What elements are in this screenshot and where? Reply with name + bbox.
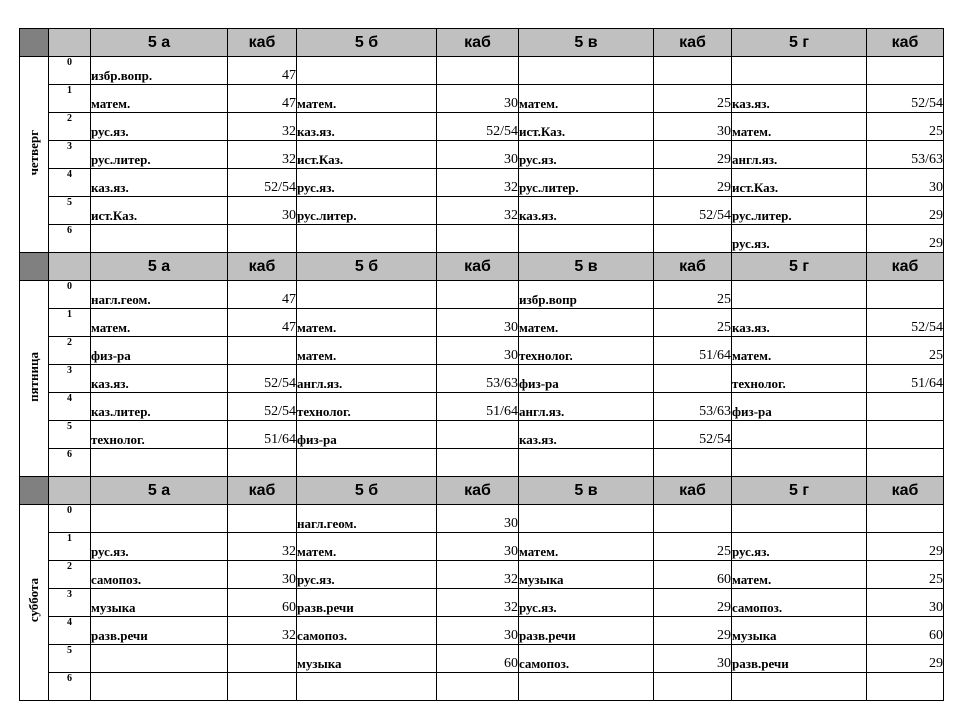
header-corner-cell: [20, 477, 49, 505]
room-header: каб: [437, 253, 519, 281]
lesson-row: [20, 421, 944, 449]
subject-cell: [519, 57, 654, 85]
subject-cell: рус.яз.: [519, 141, 654, 169]
header-row: [20, 253, 944, 281]
room-cell: [228, 645, 297, 673]
subject-cell: [732, 673, 867, 701]
room-cell: 51/64: [654, 337, 732, 365]
room-cell: 53/63: [654, 393, 732, 421]
room-cell: 25: [867, 113, 944, 141]
room-header: каб: [228, 477, 297, 505]
room-cell: 30: [437, 141, 519, 169]
subject-cell: рус.яз.: [519, 589, 654, 617]
room-cell: 51/64: [228, 421, 297, 449]
subject-cell: физ-ра: [519, 365, 654, 393]
room-cell: 29: [867, 533, 944, 561]
subject-cell: [519, 673, 654, 701]
subject-cell: самопоз.: [732, 589, 867, 617]
room-cell: 47: [228, 281, 297, 309]
lesson-row: [20, 337, 944, 365]
lesson-number: 3: [49, 141, 91, 169]
room-cell: [654, 225, 732, 253]
room-cell: 29: [654, 169, 732, 197]
room-cell: 29: [654, 589, 732, 617]
subject-cell: англ.яз.: [519, 393, 654, 421]
class-header: 5 г: [732, 477, 867, 505]
subject-cell: разв.речи: [519, 617, 654, 645]
room-cell: 29: [867, 645, 944, 673]
subject-cell: каз.яз.: [519, 197, 654, 225]
subject-cell: рус.литер.: [91, 141, 228, 169]
room-cell: [867, 449, 944, 477]
room-cell: 32: [437, 197, 519, 225]
room-cell: [867, 505, 944, 533]
room-cell: 32: [437, 169, 519, 197]
subject-cell: рус.литер.: [297, 197, 437, 225]
subject-cell: [91, 645, 228, 673]
subject-cell: ист.Каз.: [519, 113, 654, 141]
lesson-row: [20, 365, 944, 393]
room-cell: 60: [437, 645, 519, 673]
room-cell: 30: [654, 113, 732, 141]
room-cell: [867, 421, 944, 449]
room-header: каб: [654, 477, 732, 505]
subject-cell: самопоз.: [519, 645, 654, 673]
room-cell: 60: [228, 589, 297, 617]
subject-cell: каз.яз.: [91, 365, 228, 393]
day-label-cell: [20, 57, 49, 253]
subject-cell: [297, 225, 437, 253]
subject-cell: англ.яз.: [297, 365, 437, 393]
lesson-number: 5: [49, 197, 91, 225]
room-cell: 30: [437, 85, 519, 113]
class-header: 5 г: [732, 253, 867, 281]
subject-cell: матем.: [297, 533, 437, 561]
lesson-row: [20, 57, 944, 85]
lesson-row: [20, 449, 944, 477]
room-cell: 32: [437, 589, 519, 617]
room-cell: 60: [654, 561, 732, 589]
header-blank-cell: [49, 253, 91, 281]
room-cell: [228, 505, 297, 533]
lesson-row: [20, 533, 944, 561]
subject-cell: нагл.геом.: [297, 505, 437, 533]
subject-cell: [91, 505, 228, 533]
subject-cell: музыка: [519, 561, 654, 589]
room-cell: 53/63: [867, 141, 944, 169]
room-cell: 30: [867, 169, 944, 197]
lesson-number: 6: [49, 673, 91, 701]
class-header: 5 г: [732, 29, 867, 57]
room-cell: 25: [867, 337, 944, 365]
subject-cell: разв.речи: [732, 645, 867, 673]
room-cell: 32: [228, 113, 297, 141]
room-cell: 32: [228, 141, 297, 169]
lesson-row: [20, 589, 944, 617]
lesson-number: 6: [49, 225, 91, 253]
schedule-body: [20, 29, 944, 701]
subject-cell: матем.: [732, 561, 867, 589]
room-cell: [228, 337, 297, 365]
lesson-number: 0: [49, 57, 91, 85]
room-cell: [867, 673, 944, 701]
room-header: каб: [867, 477, 944, 505]
room-cell: [437, 225, 519, 253]
room-cell: 30: [228, 561, 297, 589]
subject-cell: самопоз.: [297, 617, 437, 645]
class-header: 5 а: [91, 29, 228, 57]
room-cell: 30: [437, 337, 519, 365]
subject-cell: [732, 421, 867, 449]
room-cell: 53/63: [437, 365, 519, 393]
lesson-row: [20, 85, 944, 113]
lesson-number: 6: [49, 449, 91, 477]
lesson-number: 0: [49, 505, 91, 533]
subject-cell: [297, 673, 437, 701]
header-corner-cell: [20, 253, 49, 281]
class-header: 5 б: [297, 477, 437, 505]
lesson-row: [20, 673, 944, 701]
room-header: каб: [437, 477, 519, 505]
room-cell: [867, 281, 944, 309]
lesson-row: [20, 141, 944, 169]
room-cell: 30: [437, 505, 519, 533]
room-cell: 60: [867, 617, 944, 645]
subject-cell: матем.: [297, 309, 437, 337]
room-cell: 32: [228, 533, 297, 561]
class-header: 5 а: [91, 253, 228, 281]
lesson-row: [20, 393, 944, 421]
class-header: 5 в: [519, 29, 654, 57]
subject-cell: каз.литер.: [91, 393, 228, 421]
room-cell: 51/64: [867, 365, 944, 393]
room-cell: [654, 57, 732, 85]
room-cell: 52/54: [654, 421, 732, 449]
room-cell: 52/54: [867, 85, 944, 113]
lesson-row: [20, 113, 944, 141]
subject-cell: матем.: [519, 533, 654, 561]
room-header: каб: [867, 29, 944, 57]
header-row: [20, 29, 944, 57]
room-cell: 32: [228, 617, 297, 645]
room-header: каб: [228, 29, 297, 57]
room-cell: [654, 505, 732, 533]
lesson-row: [20, 645, 944, 673]
room-header: каб: [867, 253, 944, 281]
lesson-row: [20, 197, 944, 225]
room-cell: 52/54: [437, 113, 519, 141]
lesson-number: 2: [49, 337, 91, 365]
header-corner-cell: [20, 29, 49, 57]
room-cell: 30: [437, 617, 519, 645]
room-cell: 52/54: [228, 365, 297, 393]
class-header: 5 в: [519, 253, 654, 281]
subject-cell: [297, 281, 437, 309]
lesson-row: [20, 225, 944, 253]
subject-cell: матем.: [297, 337, 437, 365]
room-cell: [228, 673, 297, 701]
lesson-number: 2: [49, 113, 91, 141]
room-cell: 47: [228, 85, 297, 113]
room-cell: 51/64: [437, 393, 519, 421]
subject-cell: ист.Каз.: [91, 197, 228, 225]
subject-cell: музыка: [91, 589, 228, 617]
subject-cell: [732, 57, 867, 85]
subject-cell: матем.: [732, 337, 867, 365]
subject-cell: технолог.: [519, 337, 654, 365]
lesson-row: [20, 309, 944, 337]
subject-cell: рус.литер.: [519, 169, 654, 197]
subject-cell: технолог.: [297, 393, 437, 421]
subject-cell: каз.яз.: [519, 421, 654, 449]
subject-cell: разв.речи: [297, 589, 437, 617]
room-cell: 52/54: [654, 197, 732, 225]
class-header: 5 в: [519, 477, 654, 505]
room-cell: [654, 673, 732, 701]
header-row: [20, 477, 944, 505]
room-header: каб: [654, 29, 732, 57]
subject-cell: матем.: [519, 85, 654, 113]
room-cell: 52/54: [228, 169, 297, 197]
room-cell: [437, 421, 519, 449]
room-cell: [437, 57, 519, 85]
room-cell: 29: [867, 197, 944, 225]
room-cell: 25: [867, 561, 944, 589]
room-cell: 25: [654, 533, 732, 561]
room-cell: 47: [228, 57, 297, 85]
room-cell: [654, 365, 732, 393]
subject-cell: рус.литер.: [732, 197, 867, 225]
lesson-number: 2: [49, 561, 91, 589]
room-cell: [437, 673, 519, 701]
subject-cell: [297, 449, 437, 477]
room-cell: 29: [867, 225, 944, 253]
subject-cell: разв.речи: [91, 617, 228, 645]
lesson-number: 4: [49, 169, 91, 197]
subject-cell: рус.яз.: [732, 533, 867, 561]
day-label: суббота: [26, 578, 41, 623]
lesson-number: 3: [49, 589, 91, 617]
lesson-number: 3: [49, 365, 91, 393]
room-cell: 30: [228, 197, 297, 225]
subject-cell: матем.: [519, 309, 654, 337]
subject-cell: [519, 505, 654, 533]
subject-cell: англ.яз.: [732, 141, 867, 169]
subject-cell: каз.яз.: [91, 169, 228, 197]
room-cell: [228, 449, 297, 477]
room-cell: 52/54: [228, 393, 297, 421]
lesson-number: 1: [49, 85, 91, 113]
subject-cell: [91, 673, 228, 701]
subject-cell: [519, 449, 654, 477]
lesson-row: [20, 617, 944, 645]
subject-cell: физ-ра: [732, 393, 867, 421]
subject-cell: музыка: [297, 645, 437, 673]
room-header: каб: [228, 253, 297, 281]
subject-cell: матем.: [297, 85, 437, 113]
lesson-row: [20, 169, 944, 197]
subject-cell: избр.вопр.: [91, 57, 228, 85]
room-cell: 32: [437, 561, 519, 589]
subject-cell: [732, 505, 867, 533]
room-cell: [867, 57, 944, 85]
room-cell: [437, 449, 519, 477]
subject-cell: [91, 225, 228, 253]
room-cell: 30: [654, 645, 732, 673]
lesson-row: [20, 281, 944, 309]
room-cell: 29: [654, 141, 732, 169]
subject-cell: физ-ра: [297, 421, 437, 449]
subject-cell: [297, 57, 437, 85]
subject-cell: каз.яз.: [732, 85, 867, 113]
lesson-row: [20, 561, 944, 589]
subject-cell: музыка: [732, 617, 867, 645]
subject-cell: [91, 449, 228, 477]
schedule-table: [19, 28, 944, 701]
room-cell: 47: [228, 309, 297, 337]
room-cell: [867, 393, 944, 421]
day-label: пятница: [26, 351, 41, 402]
room-cell: 30: [437, 309, 519, 337]
subject-cell: рус.яз.: [732, 225, 867, 253]
room-cell: 30: [437, 533, 519, 561]
room-cell: 29: [654, 617, 732, 645]
room-header: каб: [437, 29, 519, 57]
subject-cell: избр.вопр: [519, 281, 654, 309]
room-cell: 30: [867, 589, 944, 617]
header-blank-cell: [49, 29, 91, 57]
subject-cell: рус.яз.: [297, 169, 437, 197]
subject-cell: технолог.: [91, 421, 228, 449]
subject-cell: ист.Каз.: [732, 169, 867, 197]
lesson-number: 1: [49, 309, 91, 337]
lesson-number: 4: [49, 393, 91, 421]
room-cell: 25: [654, 309, 732, 337]
subject-cell: матем.: [91, 85, 228, 113]
day-label-cell: [20, 281, 49, 477]
subject-cell: ист.Каз.: [297, 141, 437, 169]
subject-cell: рус.яз.: [91, 113, 228, 141]
room-cell: 52/54: [867, 309, 944, 337]
room-cell: [654, 449, 732, 477]
lesson-number: 0: [49, 281, 91, 309]
lesson-number: 5: [49, 645, 91, 673]
day-label-cell: [20, 505, 49, 701]
subject-cell: [732, 449, 867, 477]
subject-cell: физ-ра: [91, 337, 228, 365]
class-header: 5 б: [297, 29, 437, 57]
lesson-number: 1: [49, 533, 91, 561]
lesson-number: 4: [49, 617, 91, 645]
day-label: четверг: [26, 129, 41, 176]
subject-cell: самопоз.: [91, 561, 228, 589]
room-cell: [228, 225, 297, 253]
subject-cell: каз.яз.: [732, 309, 867, 337]
subject-cell: нагл.геом.: [91, 281, 228, 309]
subject-cell: матем.: [91, 309, 228, 337]
room-cell: [437, 281, 519, 309]
lesson-number: 5: [49, 421, 91, 449]
class-header: 5 а: [91, 477, 228, 505]
subject-cell: [519, 225, 654, 253]
subject-cell: каз.яз.: [297, 113, 437, 141]
subject-cell: [732, 281, 867, 309]
room-cell: 25: [654, 85, 732, 113]
subject-cell: технолог.: [732, 365, 867, 393]
header-blank-cell: [49, 477, 91, 505]
class-header: 5 б: [297, 253, 437, 281]
lesson-row: [20, 505, 944, 533]
subject-cell: рус.яз.: [91, 533, 228, 561]
subject-cell: рус.яз.: [297, 561, 437, 589]
subject-cell: матем.: [732, 113, 867, 141]
room-header: каб: [654, 253, 732, 281]
room-cell: 25: [654, 281, 732, 309]
